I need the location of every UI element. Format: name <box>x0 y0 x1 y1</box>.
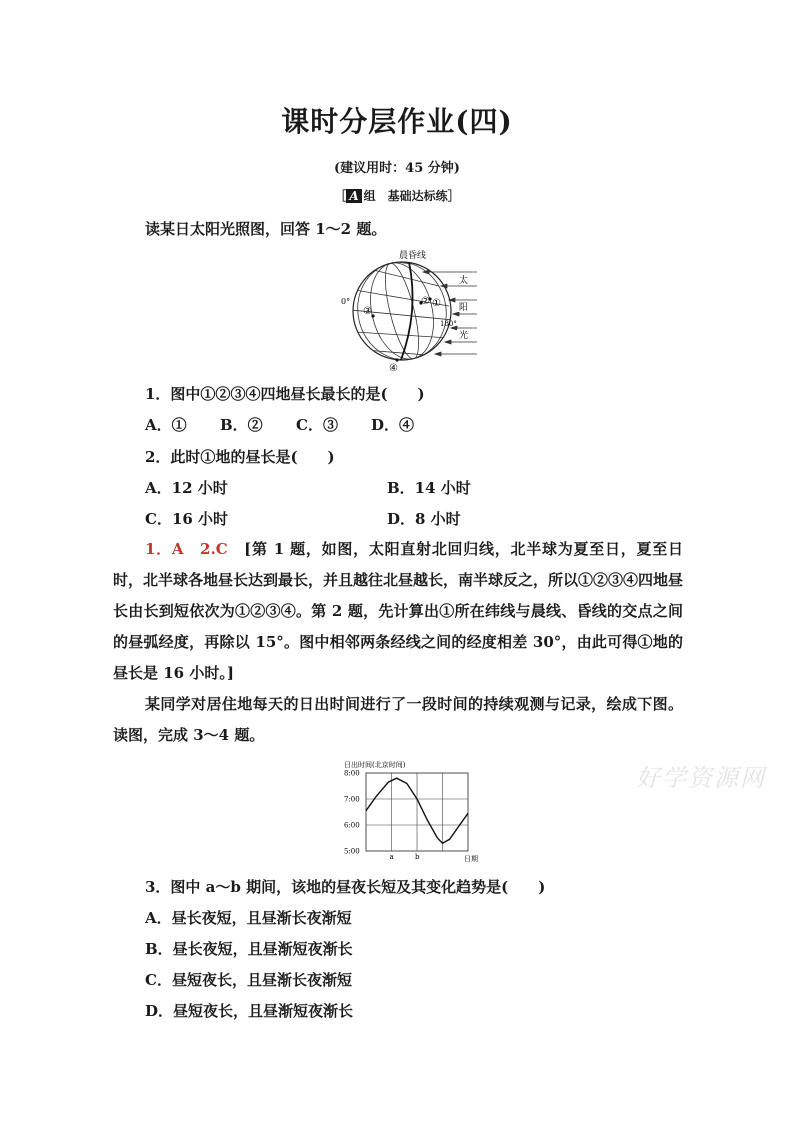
sunrise-chart <box>330 758 490 868</box>
watermark: 好学资源网 <box>636 764 766 792</box>
q3-stem: 3．图中 a～b 期间，该地的昼夜长短及其变化趋势是( ) <box>145 878 546 896</box>
point-4: ④ <box>389 363 398 374</box>
page-title: 课时分层作业(四) <box>281 105 513 138</box>
q2-option-d: D．8 小时 <box>387 510 461 528</box>
sun-char-2: 阳 <box>459 303 469 313</box>
terminator-label: 晨昏线 <box>399 251 427 261</box>
q2-option-a: A．12 小时 <box>145 479 228 497</box>
y-tick-label: 7:00 <box>344 795 360 804</box>
group-header: ［ A 组 基础达标练］ <box>334 189 460 203</box>
q2-option-b: B．14 小时 <box>387 479 471 497</box>
lon-0-label: 0° <box>341 297 351 306</box>
q1-option-c: C．③ <box>296 416 338 434</box>
point-1: ① <box>432 298 441 309</box>
y-tick-label: 6:00 <box>344 821 360 830</box>
x-mark-a: a <box>389 853 394 861</box>
sun-char-3: 光 <box>459 331 469 341</box>
q3-option-c: C．昼短夜长，且昼渐长夜渐短 <box>145 971 352 989</box>
chart-xlabel: 日期 <box>464 855 478 863</box>
chart-grid <box>366 773 468 851</box>
q3-option-b: B．昼长夜短，且昼渐短夜渐长 <box>145 940 353 958</box>
intro-q3-4: 某同学对居住地每天的日出时间进行了一段时间的持续观测与记录，绘成下图。读图，完成 3～4 题。 <box>113 695 683 744</box>
lon-180-label: 180° <box>440 320 457 328</box>
q1-option-a: A．① <box>145 416 187 434</box>
chart-ylabel: 日出时间(北京时间) <box>344 761 406 769</box>
q1-option-b: B．② <box>220 416 263 434</box>
explanation-text: [第 1 题，如图，太阳直射北回归线，北半球为夏至日，夏至日时，北半球各地昼长达到最长，并且越往北昼越长，南半球反之，所以①②③④四地昼长由长到短依次为①②③④。第 2 题，先计算出①所在纬线与晨线、昏线的交点之间的昼弧经度，再除以 15°。图中相邻两条经线之间的经度相差 30°，由此可得①地的昼长是 16 小时。] <box>113 540 684 682</box>
q3-option-d: D．昼短夜长，且昼渐短夜渐长 <box>145 1002 354 1020</box>
suggested-time: (建议用时：45 分钟) <box>334 161 460 176</box>
point-2: ② <box>421 296 430 307</box>
y-tick-label: 5:00 <box>344 847 360 856</box>
sunlight-globe-figure <box>335 248 485 376</box>
q2-option-c: C．16 小时 <box>145 510 229 528</box>
q3-option-a: A．昼长夜短，且昼渐长夜渐短 <box>145 909 352 927</box>
q1-stem: 1．图中①②③④四地昼长最长的是( ) <box>145 385 425 403</box>
sun-char-1: 太 <box>459 276 469 286</box>
intro-q1-2: 读某日太阳光照图，回答 1～2 题。 <box>145 220 387 238</box>
x-mark-b: b <box>415 853 420 861</box>
group-letter: A <box>346 189 361 203</box>
y-tick-label: 8:00 <box>344 769 360 778</box>
answer-explanation-1-2 <box>113 534 683 689</box>
q2-stem: 2．此时①地的昼长是( ) <box>145 448 335 466</box>
q1-option-d: D．④ <box>371 416 415 434</box>
group-label: 组 基础达标练 <box>363 189 448 203</box>
point-3: ③ <box>363 306 372 317</box>
answer-key: 1．A 2.C <box>145 540 228 558</box>
